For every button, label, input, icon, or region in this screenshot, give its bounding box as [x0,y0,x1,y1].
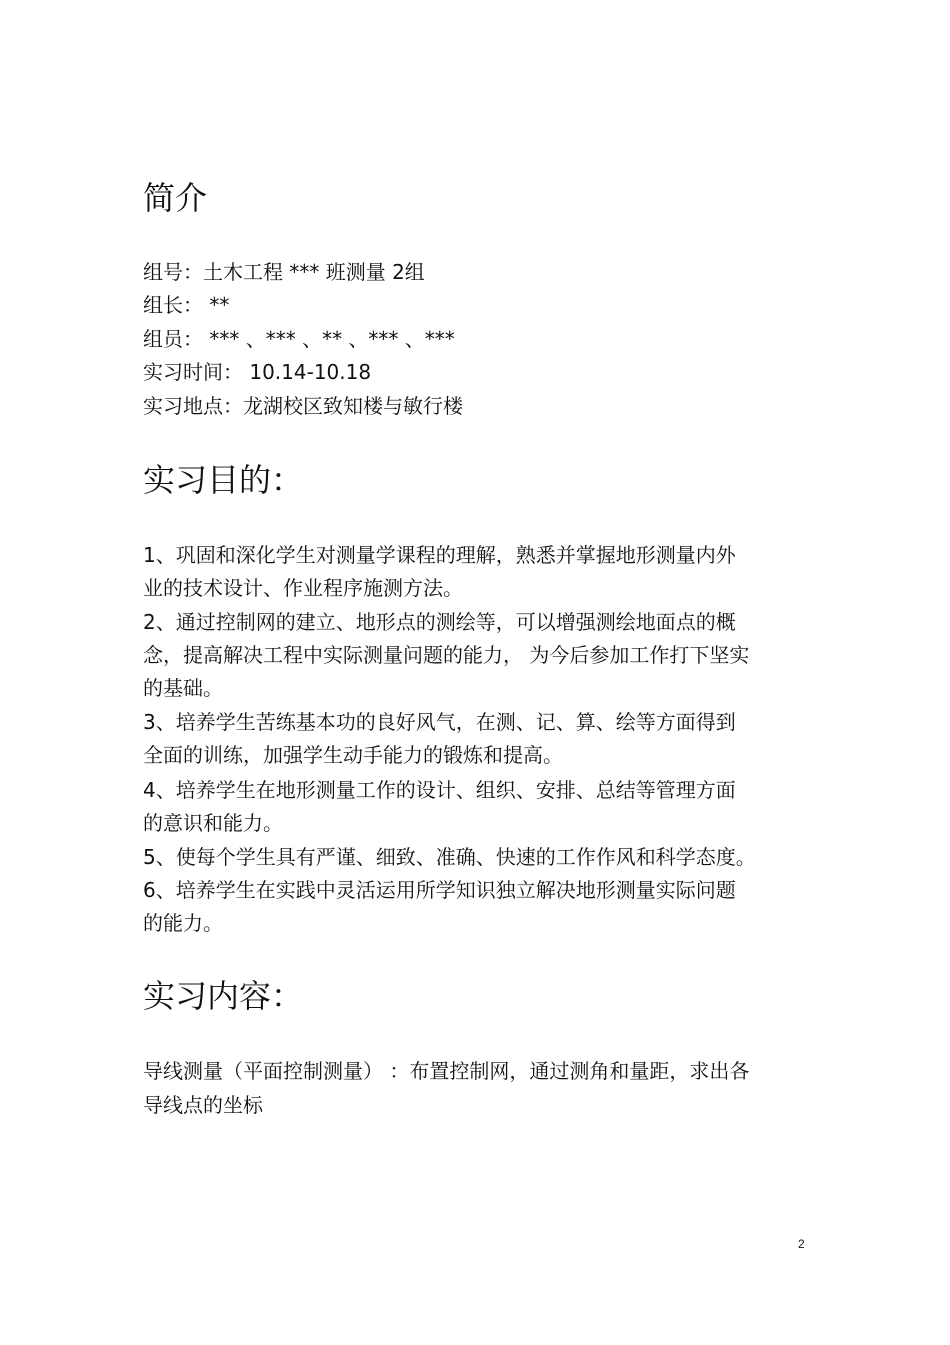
group-number-line: 组号：土木工程 *** 班测量 2组 [143,260,425,284]
purpose-heading: 实习目的： [143,461,304,499]
group-leader-line: 组长： ** [143,293,230,317]
purpose-line: 的意识和能力。 [143,811,283,835]
page-number: 2 [798,1237,805,1251]
purpose-line: 3、培养学生苦练基本功的良好风气，在测、记、算、绘等方面得到 [143,710,736,734]
purpose-line: 4、培养学生在地形测量工作的设计、组织、安排、总结等管理方面 [143,778,736,802]
purpose-line: 6、培养学生在实践中灵活运用所学知识独立解决地形测量实际问题 [143,878,736,902]
purpose-line: 业的技术设计、作业程序施测方法。 [143,576,463,600]
intro-heading: 简介 [143,179,208,217]
group-members-line: 组员： *** 、*** 、** 、*** 、*** [143,327,455,351]
content-heading: 实习内容： [143,977,304,1015]
purpose-line: 的能力。 [143,911,223,935]
purpose-line: 2、通过控制网的建立、地形点的测绘等，可以增强测绘地面点的概 [143,610,736,634]
content-line: 导线点的坐标 [143,1093,263,1117]
purpose-line: 5、使每个学生具有严谨、细致、准确、快速的工作作风和科学态度。 [143,845,756,869]
purpose-line: 1、巩固和深化学生对测量学课程的理解，熟悉并掌握地形测量内外 [143,543,736,567]
purpose-line: 念，提高解决工程中实际测量问题的能力， 为今后参加工作打下坚实 [143,643,750,667]
internship-time-line: 实习时间： 10.14-10.18 [143,360,372,384]
purpose-line: 全面的训练，加强学生动手能力的锻炼和提高。 [143,743,563,767]
purpose-line: 的基础。 [143,676,223,700]
internship-location-line: 实习地点：龙湖校区致知楼与敏行楼 [143,394,463,418]
content-line: 导线测量（平面控制测量） ：布置控制网，通过测角和量距，求出各 [143,1059,750,1083]
